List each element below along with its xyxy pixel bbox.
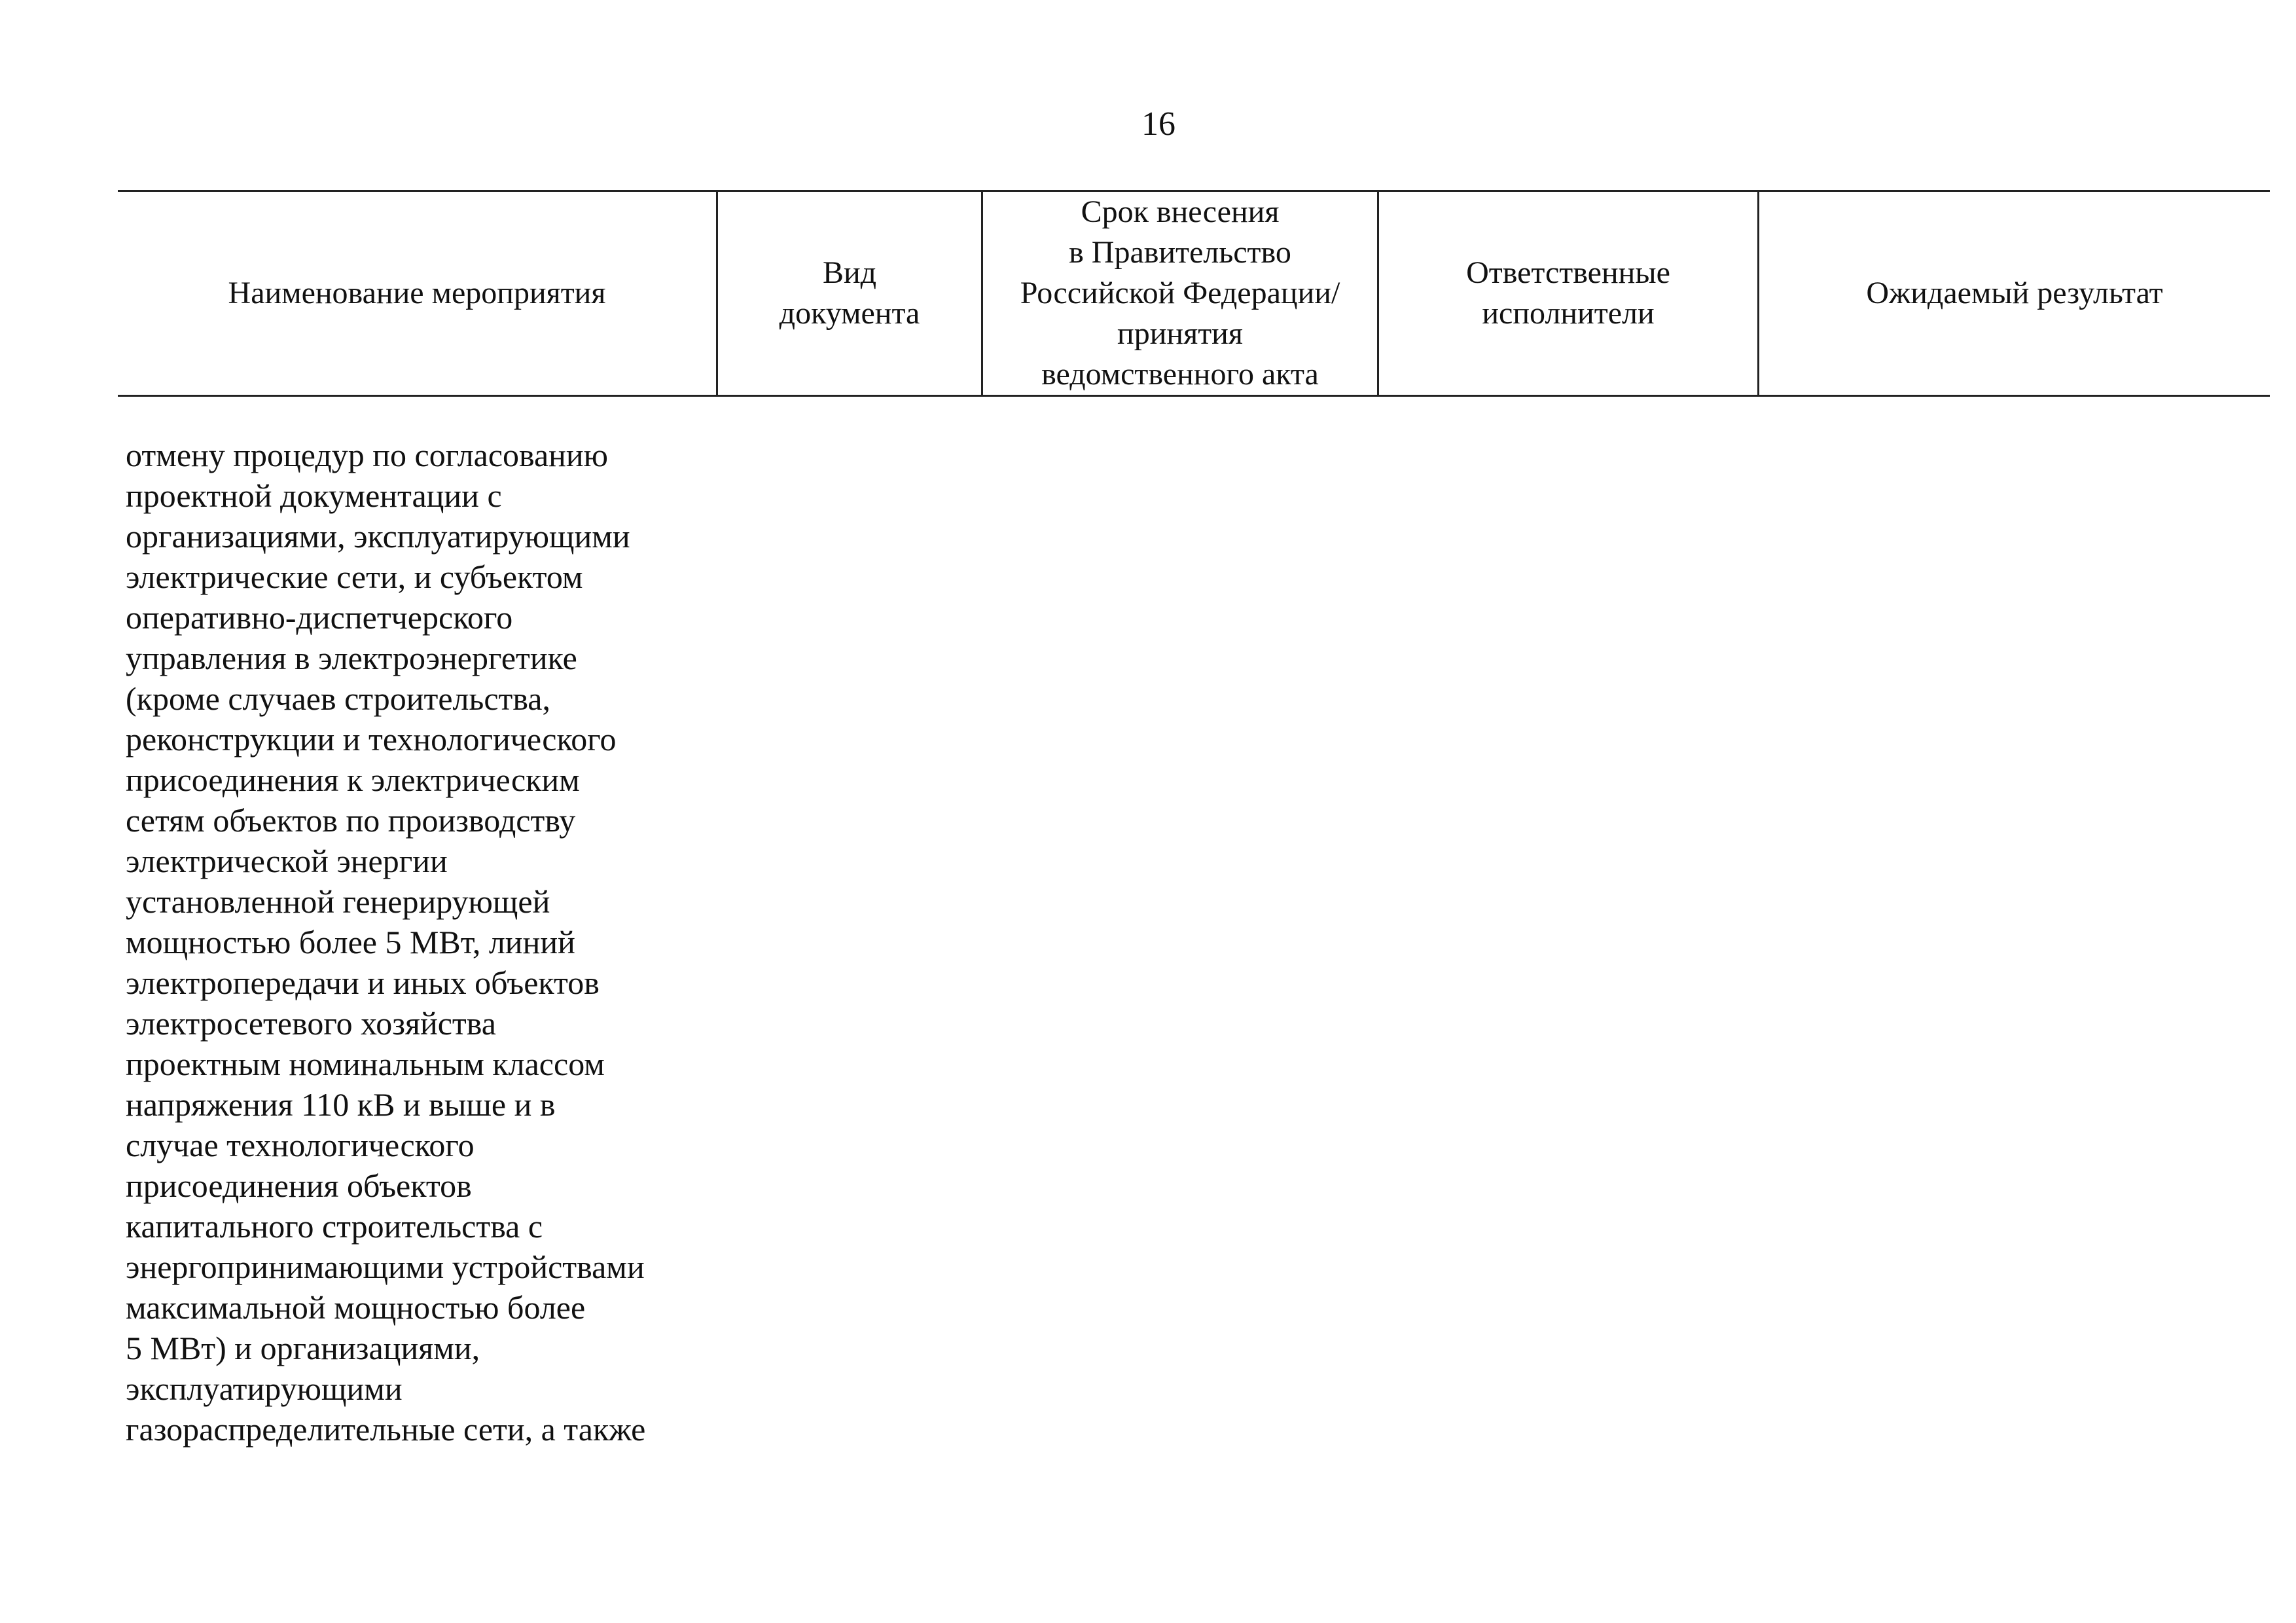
- event-description: отмену процедур по согласованию проектной документации с организациями, эксплуатирующими электрические сети, и субъектом оперативно-диспетчерского управления в электроэнергетике (кроме случаев строительства, реконструкции и технологического присоединения к электрическим сетям объектов по производству электрической энергии установленной генерирующей мощностью более 5 МВт, линий электропередачи и иных объектов электросетевого хозяйства проектным номинальным классом напряжения 110 кВ и выше и в случае технологического присоединения объектов капитального строительства с энергопринимающими устройствами максимальной мощностью более 5 МВт) и организациями, эксплуатирующими газораспределительные сети, а также: [126, 437, 646, 1448]
- header-responsible: Ответственные исполнители: [1378, 191, 1759, 396]
- page-number: 16: [1141, 105, 1175, 143]
- header-expected-result: Ожидаемый результат: [1759, 191, 2270, 396]
- header-document-type: Вид документа: [717, 191, 982, 396]
- header-deadline: Срок внесения в Правительство Российской Федерации/ принятия ведомственного акта: [982, 191, 1378, 396]
- header-event-name: Наименование мероприятия: [118, 191, 717, 396]
- header-row: [118, 191, 2270, 396]
- header-table: [118, 190, 2270, 397]
